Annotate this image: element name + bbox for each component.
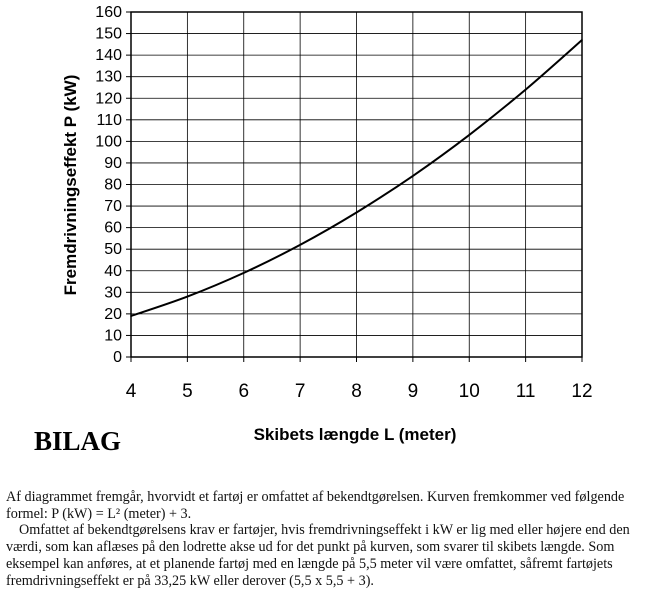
y-tick-label: 160 (95, 4, 122, 21)
x-tick-label: 7 (294, 381, 306, 402)
y-tick-label: 130 (95, 68, 122, 86)
x-tick-label: 10 (458, 381, 480, 402)
y-tick-label: 100 (95, 133, 122, 151)
x-tick-label: 11 (515, 381, 536, 402)
x-tick-label: 12 (571, 381, 593, 402)
x-axis-title: Skibets længde L (meter) (253, 425, 457, 444)
y-tick-label: 80 (104, 176, 122, 194)
x-tick-label: 5 (182, 381, 193, 402)
y-tick-label: 0 (113, 349, 122, 366)
y-tick-label: 40 (104, 262, 122, 280)
x-tick-label: 4 (125, 381, 137, 402)
y-tick-label: 140 (95, 47, 122, 65)
y-axis-title: Fremdrivningseffekt P (kW) (61, 74, 80, 296)
data-point (412, 175, 414, 177)
y-tick-label: 30 (104, 284, 122, 302)
y-tick-label: 10 (104, 327, 122, 345)
y-tick-label: 90 (104, 154, 122, 172)
data-point (468, 134, 470, 136)
y-tick-label: 20 (104, 305, 122, 323)
section-heading: BILAG (34, 426, 122, 456)
x-tick-labels (126, 381, 593, 402)
x-tick-label: 8 (351, 381, 362, 402)
grid-lines (126, 12, 582, 362)
data-point (130, 315, 132, 317)
data-point (299, 244, 301, 246)
paragraph-2: Omfattet af bekendtgørelsens krav er fartøjer, hvis fremdrivningseffekt i kW er lig med eller højere end den værdi, som kan aflæses på den lodrette akse ud for det punkt på kurven, som svarer til skibets længde. Som eksempel kan anføres, at et planende fartøj med en længde på 5,5 meter vil være omfattet, såfremt fartøjets fremdrivningseffekt er på 33,25 kW eller derover (5,5 x 5,5 + 3). (6, 522, 630, 589)
y-tick-label: 50 (104, 241, 122, 259)
data-point (525, 89, 527, 91)
data-point (356, 212, 358, 214)
y-tick-label: 110 (96, 111, 122, 129)
data-point (581, 39, 583, 41)
x-tick-label: 6 (238, 381, 250, 402)
data-point (187, 296, 189, 298)
explanation-text (6, 489, 654, 589)
x-tick-label: 9 (407, 381, 419, 402)
y-tick-label: 70 (104, 198, 122, 216)
y-tick-labels (95, 4, 122, 366)
y-tick-label: 60 (104, 219, 122, 237)
y-tick-label: 120 (95, 90, 122, 108)
data-point (243, 272, 245, 274)
y-tick-label: 150 (95, 25, 122, 43)
paragraph-1: Af diagrammet fremgår, hvorvidt et fartøj er omfattet af bekendtgørelsen. Kurven fremkommer ved følgende formel: P (kW) = L² (meter) + 3. (6, 489, 625, 522)
